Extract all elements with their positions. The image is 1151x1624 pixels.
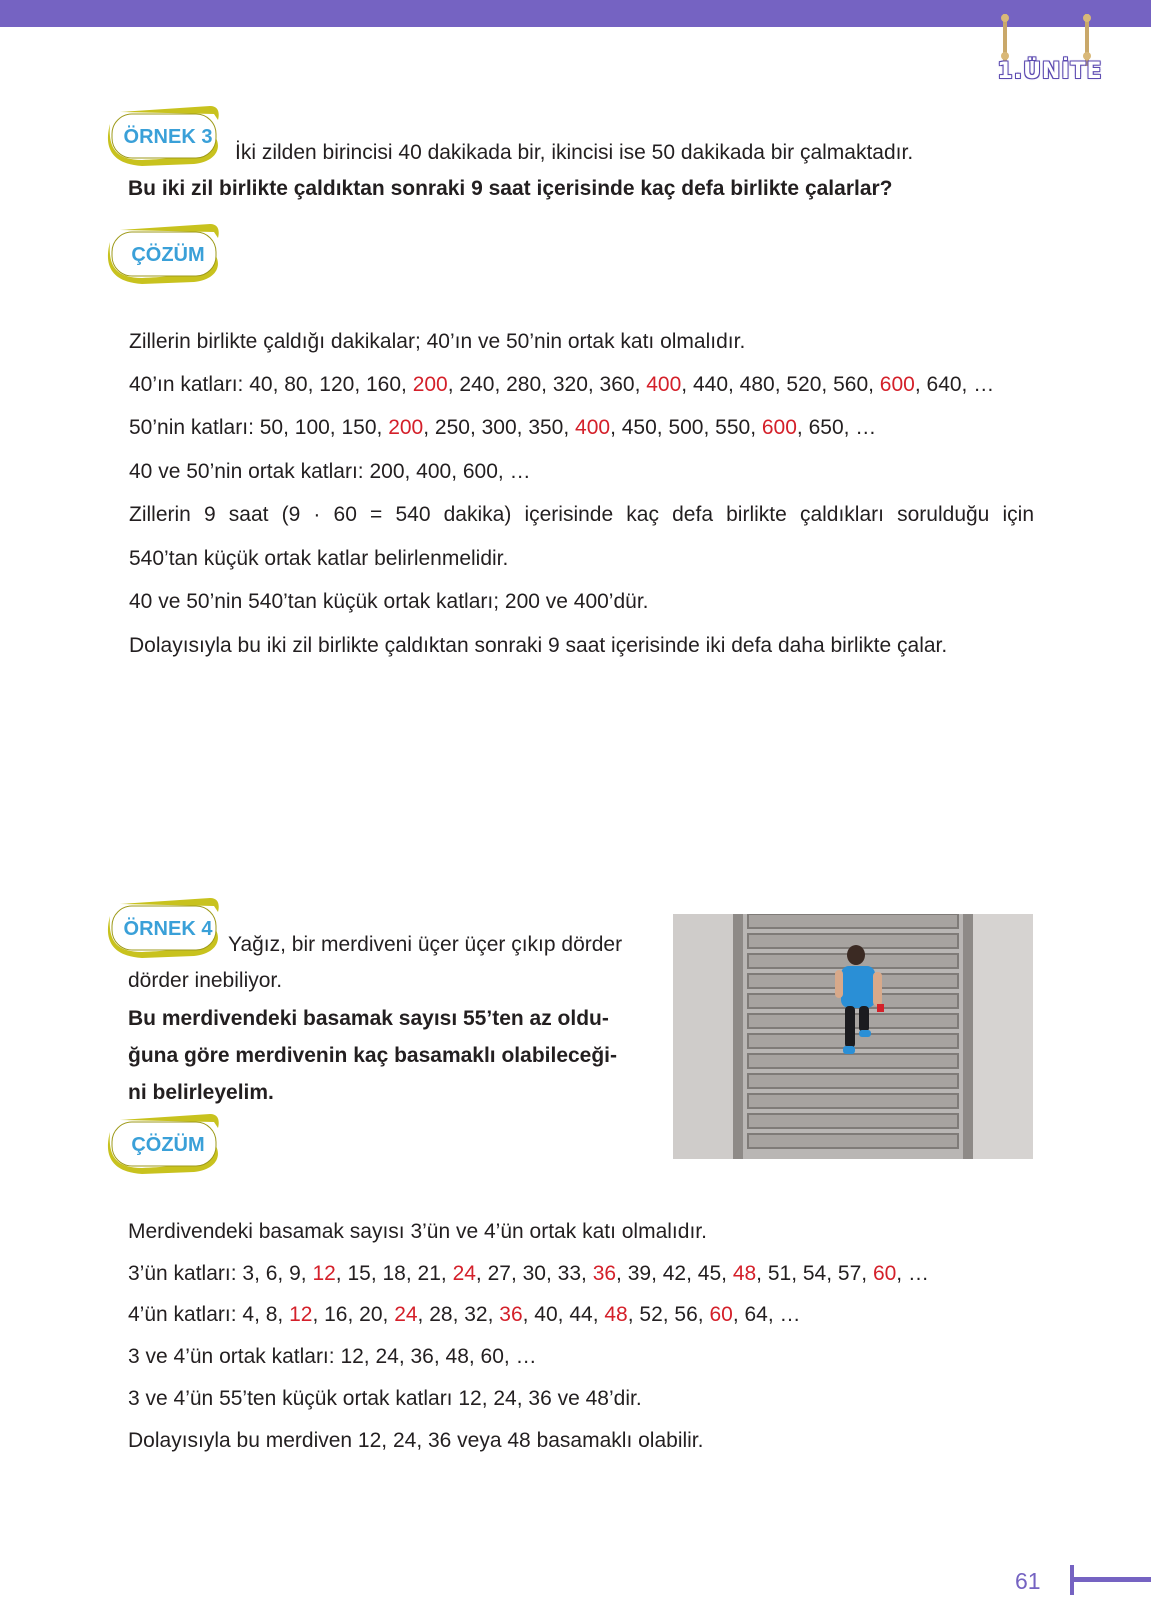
solution-4-conclusion: Dolayısıyla bu merdiven 12, 24, 36 veya 48 basamaklı olabilir. [128, 1429, 704, 1452]
solution-4-below-55: 3 ve 4’ün 55’ten küçük ortak katları 12, 24, 36 ve 48’dir. [128, 1387, 642, 1410]
solution-3-multiples-40: 40’ın katları: 40, 80, 120, 160, 200, 240, 280, 320, 360, 400, 440, 480, 520, 560, 600, 640, … [129, 373, 995, 396]
solution-4-tag-label: ÇÖZÜM [131, 1134, 205, 1156]
example-4-tag [102, 896, 232, 966]
solution-4-common-multiples: 3 ve 4’ün ortak katları: 12, 24, 36, 48, 60, … [128, 1345, 537, 1368]
page-number: 61 [1015, 1568, 1041, 1594]
unit-label: 1.ÜNİTE [997, 59, 1103, 84]
example-3-problem: İki zilden birincisi 40 dakikada bir, ikincisi ise 50 dakikada bir çalmaktadır. [235, 141, 914, 164]
solution-3-tag-label: ÇÖZÜM [131, 244, 205, 266]
solution-3-line-6: 540’tan küçük ortak katlar belirlenmelidir. [129, 547, 509, 570]
solution-3-common-multiples: 40 ve 50’nin ortak katları: 200, 400, 600, … [129, 460, 531, 483]
example-3-question: Bu iki zil birlikte çaldıktan sonraki 9 saat içerisinde kaç defa birlikte çalarlar? [128, 177, 893, 200]
example-4-question-line-1: Bu merdivendeki basamak sayısı 55’ten az oldu- [128, 1007, 609, 1030]
example-4-question-line-3: ni belirleyelim. [128, 1081, 274, 1104]
example-3-tag-label: ÖRNEK 3 [123, 126, 213, 148]
page-marker-line [1070, 1577, 1151, 1582]
solution-4-line-1: Merdivendeki basamak sayısı 3’ün ve 4’ün ortak katı olmalıdır. [128, 1220, 707, 1243]
solution-4-tag [102, 1112, 232, 1182]
solution-3-line-7: 40 ve 50’nin 540’tan küçük ortak katları; 200 ve 400’dür. [129, 590, 649, 613]
solution-3-conclusion: Dolayısıyla bu iki zil birlikte çaldıktan sonraki 9 saat içerisinde iki defa daha birlikte çalar. [129, 634, 948, 657]
example-4-problem-line-1: Yağız, bir merdiveni üçer üçer çıkıp dörder [228, 933, 623, 956]
stairs-runner-photo [673, 914, 1033, 1159]
solution-3-tag [102, 222, 232, 292]
unit-badge [975, 8, 1115, 98]
example-4-problem-line-2: dörder inebiliyor. [128, 969, 283, 992]
solution-3-line-1: Zillerin birlikte çaldığı dakikalar; 40’ın ve 50’nin ortak katı olmalıdır. [129, 330, 746, 353]
solution-4-multiples-4: 4’ün katları: 4, 8, 12, 16, 20, 24, 28, 32, 36, 40, 44, 48, 52, 56, 60, 64, … [128, 1303, 801, 1326]
solution-4-multiples-3: 3’ün katları: 3, 6, 9, 12, 15, 18, 21, 24, 27, 30, 33, 36, 39, 42, 45, 48, 51, 54, 57, 60, … [128, 1262, 929, 1285]
example-4-tag-label: ÖRNEK 4 [123, 918, 213, 940]
example-4-question-line-2: ğuna göre merdivenin kaç basamaklı olabileceği- [128, 1044, 618, 1067]
solution-3-line-5: Zillerin 9 saat (9 · 60 = 540 dakika) içerisinde kaç defa birlikte çaldıkları sorulduğu için [129, 503, 1034, 526]
example-3-tag [102, 104, 232, 174]
solution-3-multiples-50: 50’nin katları: 50, 100, 150, 200, 250, 300, 350, 400, 450, 500, 550, 600, 650, … [129, 416, 877, 439]
